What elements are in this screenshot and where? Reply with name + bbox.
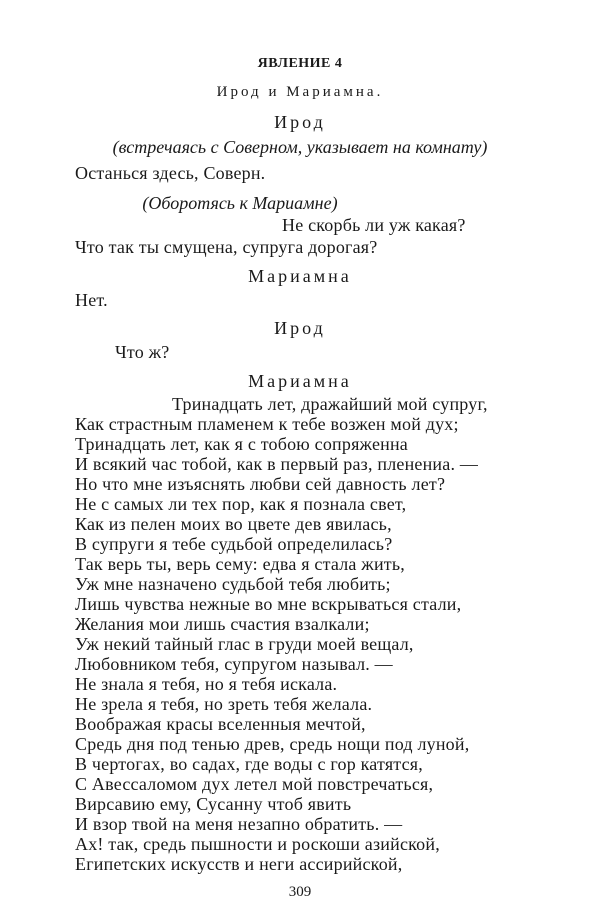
verse-line: И взор твой на меня незапно обратить. — (75, 814, 403, 834)
verse-line: Так верь ты, верь сему: едва я стала жить, (75, 554, 405, 574)
verse-line: Не зрела я тебя, но зреть тебя желала. (75, 694, 373, 714)
verse-line: Желания мои лишь счастия взалкали; (75, 614, 370, 634)
verse-line: Египетских искусств и неги ассирийской, (75, 854, 403, 874)
stage-direction: (Оборотясь к Мариамне) (142, 193, 338, 213)
verse-line: С Авессаломом дух летел мой повстречаться, (75, 774, 434, 794)
verse-line: Лишь чувства нежные во мне вскрываться стали, (75, 594, 462, 614)
verse-line: В чертогах, во садах, где воды с гор катятся, (75, 754, 423, 774)
speaker-name: Мариамна (248, 266, 352, 286)
verse-line: Не скорбь ли уж какая? (282, 215, 466, 235)
verse-line: Любовником тебя, супругом называл. — (75, 654, 393, 674)
verse-line: Не знала я тебя, но я тебя искала. (75, 674, 338, 694)
verse-line: Воображая красы вселенныя мечтой, (75, 714, 366, 734)
verse-line: Останься здесь, Соверн. (75, 163, 266, 183)
verse-line: И всякий час тобой, как в первый раз, пленениа. — (75, 454, 479, 474)
verse-line: Тринадцать лет, дражайший мой супруг, (172, 394, 488, 414)
page-number: 309 (288, 884, 312, 900)
verse-line: Уж мне назначено судьбой тебя любить; (75, 574, 391, 594)
verse-line: Как страстным пламенем к тебе возжен мой дух; (75, 414, 459, 434)
verse-line: Но что мне изъяснять любви сей давность лет? (75, 474, 446, 494)
verse-line: Уж некий тайный глас в груди моей вещал, (75, 634, 414, 654)
stage-direction: (встречаясь с Соверном, указывает на комнату) (112, 137, 488, 157)
verse-line: Тринадцать лет, как я с тобою сопряженна (75, 434, 408, 454)
verse-line: Нет. (75, 290, 108, 310)
verse-line: Средь дня под тенью древ, средь нощи под луной, (75, 734, 470, 754)
verse-line: Ах! так, средь пышности и роскоши азийской, (75, 834, 440, 854)
verse-line: Как из пелен моих во цвете дев явилась, (75, 514, 392, 534)
speaker-name: Ирод (274, 112, 326, 132)
scene-cast: Ирод и Мариамна. (216, 84, 384, 100)
speaker-name: Мариамна (248, 371, 352, 391)
scene-title: ЯВЛЕНИЕ 4 (257, 56, 343, 71)
verse-line: Что так ты смущена, супруга дорогая? (75, 237, 378, 257)
speaker-name: Ирод (274, 318, 326, 338)
verse-line: Вирсавию ему, Сусанну чтоб явить (75, 794, 352, 814)
verse-line: Что ж? (115, 342, 170, 362)
verse-line: В супруги я тебе судьбой определилась? (75, 534, 393, 554)
verse-line: Не с самых ли тех пор, как я познала свет, (75, 494, 407, 514)
